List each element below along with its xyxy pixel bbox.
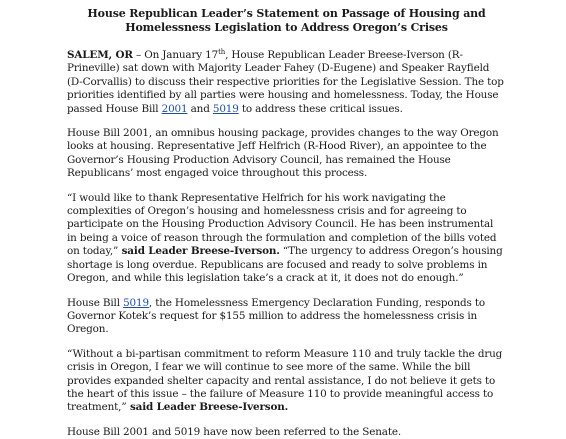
hb5019-text: , the Homelessness Emergency Declaration Funding, responds to Governor Kotek’s request for $155 million to address the homelessness crisis in Oregon. — [67, 296, 485, 336]
paragraph-intro — [67, 49, 506, 116]
intro-text: , House Republican Leader Breese-Iverson (R-Prineville) sat down with Majority Leader Fahey (D-Eugene) and Speaker Rayfield (D-Corvallis) to discuss their respective priorities for the Legislative Session. The top priorities identified by all parties were housing and homelessness. Today, the House passed House Bill — [67, 49, 504, 115]
hb5019-start: House Bill — [67, 296, 124, 309]
quote-attribution: said Leader Breese-Iverson. — [118, 245, 280, 258]
paragraph-hb5019 — [67, 297, 506, 337]
page-title — [67, 7, 506, 35]
title-line-1: House Republican Leader’s Statement on Passage of Housing and — [87, 7, 486, 20]
dateline-separator: – On January 17 — [132, 49, 219, 61]
paragraph-quote-helfrich — [67, 192, 506, 286]
paragraph-quote-measure-110 — [67, 348, 506, 415]
quote-attribution-2: said Leader Breese-Iverson. — [126, 401, 289, 414]
intro-end: to address these critical issues. — [238, 102, 403, 115]
paragraph-hb2001: House Bill 2001, an omnibus housing package, provides changes to the way Oregon looks at housing. Representative Jeff Helfrich (R-Hood River), an appointee to the Governor’s Housing Production Advisory Council, has remained the House Republicans’ most engaged voice throughout this process. — [67, 127, 499, 180]
house-bill-2001-link[interactable]: 2001 — [161, 102, 188, 115]
dateline: SALEM, OR — [67, 49, 133, 61]
paragraph-referred: House Bill 2001 and 5019 have now been referred to the Senate. — [67, 425, 402, 438]
title-line-2: Homelessness Legislation to Address Oregon’s Crises — [125, 21, 448, 34]
house-bill-5019-link[interactable]: 5019 — [212, 102, 239, 115]
house-bill-5019-link-2[interactable]: 5019 — [123, 296, 149, 309]
quote-measure-110-text: “Without a bi-partisan commitment to reform Measure 110 and truly tackle the drug crisis in Oregon, I fear we will continue to see more of the same. While the bill provides expanded shelter capacity and rental assistance, I do not believe it gets to the heart of this issue – the failure of Measure 110 to provide meaningful access to treatment,” — [67, 347, 503, 414]
quote-text-1: “I would like to thank Representative Helfrich for his work navigating the complexities of Oregon’s housing and homelessness crisis and for agreeing to participate on the Housing Production Advisory Council. He has been instrumental in being a voice of reason through the formulation and completion of the bills voted on today,” — [67, 191, 497, 258]
date-ordinal-suffix: th — [218, 48, 226, 56]
intro-and: and — [187, 102, 213, 115]
quote-text-2: “The urgency to address Oregon’s housing shortage is long overdue. Republicans are focused and ready to solve problems in Oregon, and while this legislation take’s a crack at it, it does not do enough.” — [67, 245, 503, 285]
